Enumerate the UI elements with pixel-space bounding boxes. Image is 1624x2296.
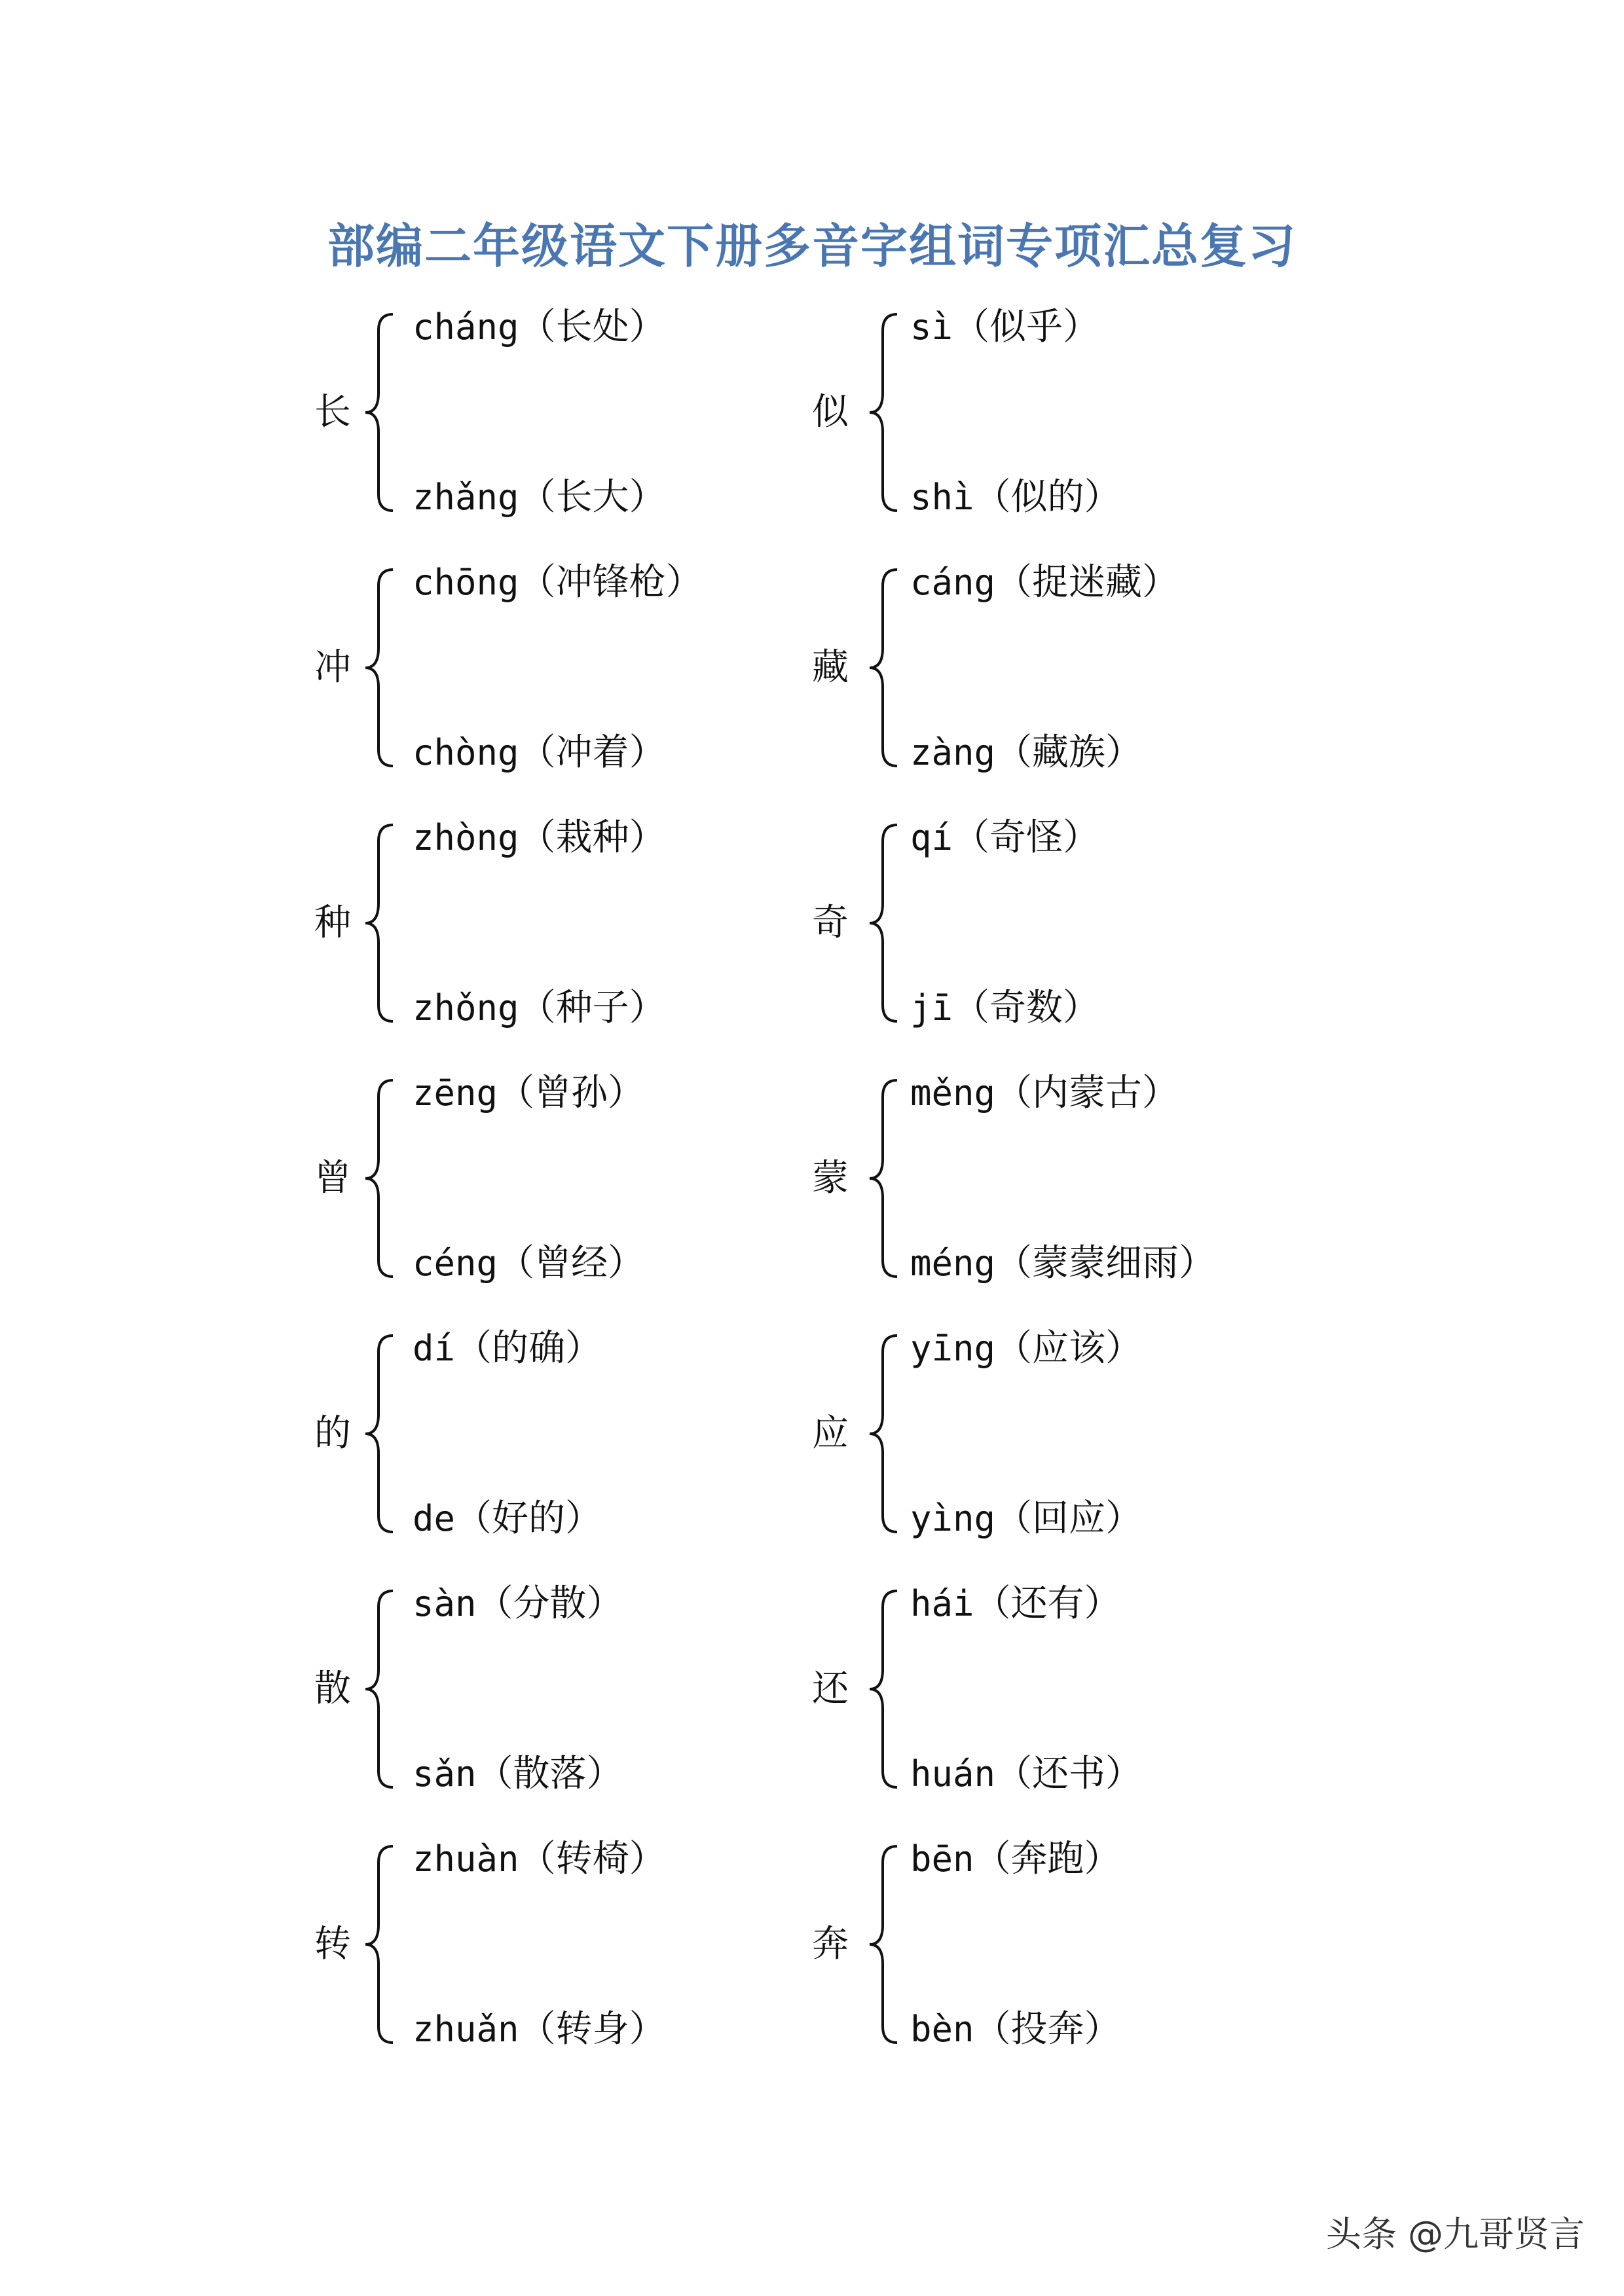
example-word: （曾孙）	[498, 1072, 645, 1114]
example-word: （似的）	[974, 476, 1121, 519]
pinyin: cháng	[413, 306, 519, 348]
pinyin: cáng	[910, 562, 996, 603]
reading-row	[413, 471, 666, 524]
example-word: （还书）	[995, 1753, 1143, 1795]
reading-row	[910, 2003, 1121, 2056]
pinyin: yīng	[910, 1328, 996, 1369]
reading-row	[413, 812, 666, 864]
polyphone-entry	[812, 1578, 1401, 1800]
pinyin: sǎn	[413, 1753, 477, 1795]
pinyin: méng	[910, 1243, 996, 1284]
pinyin: hái	[910, 1583, 974, 1624]
pinyin: chōng	[413, 562, 519, 603]
polyphone-entry	[812, 556, 1401, 779]
reading-row	[413, 1322, 602, 1375]
polyphone-character: 冲	[314, 646, 351, 689]
reading-row	[413, 1067, 644, 1120]
polyphone-character: 还	[812, 1667, 849, 1710]
reading-row	[910, 1067, 1179, 1120]
polyphone-character: 散	[314, 1667, 351, 1710]
pinyin: zàng	[910, 732, 996, 773]
reading-row	[910, 1578, 1121, 1630]
example-word: （散落）	[476, 1753, 623, 1795]
reading-row	[910, 982, 1099, 1034]
example-word: （投奔）	[974, 2008, 1121, 2050]
reading-row	[413, 2003, 666, 2056]
reading-row	[413, 556, 703, 609]
pinyin: céng	[413, 1243, 498, 1284]
example-word: （还有）	[974, 1582, 1121, 1625]
example-word: （奔跑）	[974, 1838, 1121, 1880]
reading-row	[413, 301, 666, 354]
curly-brace-icon	[360, 1067, 399, 1290]
pinyin: qí	[910, 817, 953, 858]
pinyin: zēng	[413, 1072, 498, 1114]
pinyin: sì	[910, 306, 953, 348]
reading-row	[413, 727, 666, 779]
example-word: （冲着）	[519, 731, 666, 774]
pinyin: zhòng	[413, 817, 519, 858]
pinyin: shì	[910, 477, 974, 518]
reading-row	[910, 1748, 1142, 1800]
curly-brace-icon	[864, 556, 904, 779]
example-word: （似乎）	[953, 306, 1100, 348]
pinyin: sàn	[413, 1583, 477, 1624]
reading-row	[413, 1833, 666, 1886]
example-word: （曾经）	[498, 1242, 645, 1285]
reading-row	[413, 1493, 602, 1545]
polyphone-character: 的	[314, 1412, 351, 1455]
example-word: （蒙蒙细雨）	[995, 1242, 1216, 1285]
pinyin: chòng	[413, 732, 519, 773]
pinyin: zhǎng	[413, 477, 519, 518]
polyphone-entry	[812, 1322, 1401, 1545]
reading-row	[413, 1237, 644, 1290]
polyphone-character: 藏	[812, 646, 849, 689]
polyphone-character: 长	[314, 391, 351, 433]
pinyin: zhǒng	[413, 987, 519, 1029]
example-word: （转身）	[519, 2008, 666, 2050]
curly-brace-icon	[864, 1322, 904, 1545]
example-word: （分散）	[476, 1582, 623, 1625]
polyphone-character: 种	[314, 902, 351, 944]
watermark: 头条 @九哥贤言	[1325, 2214, 1585, 2255]
pinyin: yìng	[910, 1498, 996, 1539]
curly-brace-icon	[360, 1322, 399, 1545]
example-word: （捉迷藏）	[995, 561, 1179, 604]
polyphone-character: 奇	[812, 902, 849, 944]
example-word: （好的）	[455, 1497, 602, 1540]
curly-brace-icon	[864, 1833, 904, 2056]
example-word: （冲锋枪）	[519, 561, 703, 604]
example-word: （长处）	[519, 306, 666, 348]
pinyin: bēn	[910, 1838, 974, 1880]
example-word: （应该）	[995, 1327, 1143, 1370]
page-title: 部编二年级语文下册多音字组词专项汇总复习	[327, 219, 1297, 274]
reading-row	[910, 1493, 1142, 1545]
polyphone-character: 应	[812, 1412, 849, 1455]
example-word: （长大）	[519, 476, 666, 519]
reading-row	[413, 1748, 623, 1800]
pinyin: zhuàn	[413, 1838, 519, 1880]
curly-brace-icon	[360, 812, 399, 1034]
polyphone-character: 转	[314, 1923, 351, 1965]
example-word: （回应）	[995, 1497, 1143, 1540]
pinyin: měng	[910, 1072, 996, 1114]
example-word: （奇怪）	[953, 816, 1100, 859]
reading-row	[910, 556, 1179, 609]
example-word: （内蒙古）	[995, 1072, 1179, 1114]
reading-row	[413, 982, 666, 1034]
example-word: （栽种）	[519, 816, 666, 859]
example-word: （的确）	[455, 1327, 602, 1370]
example-word: （奇数）	[953, 987, 1100, 1029]
polyphone-character: 奔	[812, 1923, 849, 1965]
pinyin: de	[413, 1498, 456, 1539]
reading-row	[413, 1578, 623, 1630]
reading-row	[910, 301, 1099, 354]
curly-brace-icon	[360, 1833, 399, 2056]
pinyin: bèn	[910, 2009, 974, 2050]
reading-row	[910, 1833, 1121, 1886]
polyphone-entry	[812, 1833, 1401, 2056]
reading-row	[910, 727, 1142, 779]
pinyin: huán	[910, 1753, 996, 1795]
pinyin: dí	[413, 1328, 456, 1369]
reading-row	[910, 471, 1121, 524]
polyphone-entry	[812, 812, 1401, 1034]
reading-row	[910, 1322, 1142, 1375]
polyphone-character: 似	[812, 391, 849, 433]
polyphone-entry	[812, 1067, 1401, 1290]
example-word: （藏族）	[995, 731, 1143, 774]
curly-brace-icon	[864, 301, 904, 524]
reading-row	[910, 812, 1099, 864]
curly-brace-icon	[864, 1067, 904, 1290]
polyphone-character: 曾	[314, 1157, 351, 1199]
pinyin: jī	[910, 987, 953, 1029]
polyphone-character: 蒙	[812, 1157, 849, 1199]
example-word: （种子）	[519, 987, 666, 1029]
curly-brace-icon	[360, 301, 399, 524]
curly-brace-icon	[864, 1578, 904, 1800]
curly-brace-icon	[864, 812, 904, 1034]
pinyin: zhuǎn	[413, 2009, 519, 2050]
polyphone-entry	[812, 301, 1401, 524]
reading-row	[910, 1237, 1215, 1290]
curly-brace-icon	[360, 1578, 399, 1800]
curly-brace-icon	[360, 556, 399, 779]
example-word: （转椅）	[519, 1838, 666, 1880]
